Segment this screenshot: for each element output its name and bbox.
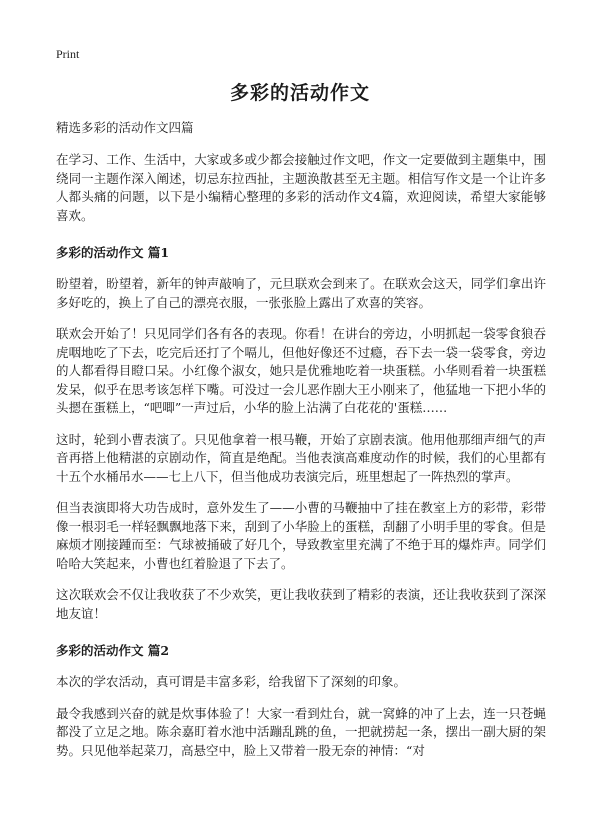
article-subtitle: 精选多彩的活动作文四篇 <box>56 120 194 135</box>
section-paragraph: 最令我感到兴奋的就是炊事体验了！大家一看到灶台，就一窝蜂的冲了上去，连一只苍蝇都没了立足之地。陈余嘉盯着水池中活蹦乱跳的鱼，一把就捞起一条，摆出一副大厨的架势。只见他举起菜刀，高悬空中，脸上又带着一股无奈的神情：“对 <box>56 705 546 758</box>
print-link[interactable]: Print <box>56 47 80 61</box>
section-paragraph: 本次的学农活动，真可谓是丰富多彩，给我留下了深刻的印象。 <box>56 674 407 689</box>
section-heading: 多彩的活动作文 篇1 <box>56 245 170 260</box>
section-paragraph: 但当表演即将大功告成时，意外发生了——小曹的马鞭抽中了挂在教室上方的彩带，彩带像一根羽毛一样轻飘飘地落下来，刮到了小华脸上的蛋糕，刮翻了小明手里的零食。但是麻烦才刚接踵而至：气球被捅破了好几个，导致教室里充满了不绝于耳的爆炸声。同学们哈哈大笑起来，小曹也红着脸退了下去了。 <box>56 500 546 571</box>
intro-paragraph: 在学习、工作、生活中，大家或多或少都会接触过作文吧，作文一定要做到主题集中，围绕同一主题作深入阐述，切忌东拉西扯，主题涣散甚至无主题。相信写作文是一个让许多人都头痛的问题，以下是小编精心整理的多彩的活动作文4篇，欢迎阅读，希望大家能够喜欢。 <box>56 152 546 223</box>
section-paragraph: 联欢会开始了！只见同学们各有各的表现。你看！在讲台的旁边，小明抓起一袋零食狼吞虎咽地吃了下去，吃完后还打了个嗝儿，但他好像还不过瘾，吞下去一袋一袋零食，旁边的人都看得目瞪口呆。小红像个淑女，她只是优雅地吃着一块蛋糕。小华则看着一块蛋糕发呆，似乎在思考该怎样下嘴。可没过一会儿恶作剧大王小刚来了，他猛地一下把小华的头摁在蛋糕上，“吧唧”一声过后，小华的脸上沾满了白花花的'蛋糕…… <box>56 326 546 415</box>
section-1 <box>56 243 546 623</box>
article-body <box>56 118 546 773</box>
section-paragraph: 这次联欢会不仅让我收获了不少欢笑，更让我收获到了精彩的表演，还让我收获到了深深地友谊！ <box>56 587 546 621</box>
section-heading: 多彩的活动作文 篇2 <box>56 643 170 658</box>
section-paragraph: 这时，轮到小曹表演了。只见他拿着一根马鞭，开始了京剧表演。他用他那细声细气的声音再搭上他精湛的京剧动作，简直是绝配。当他表演高难度动作的时候，我们的心里都有十五个水桶吊水——七上八下，但当他成功表演完后，班里想起了一阵热烈的掌声。 <box>56 431 546 484</box>
section-2 <box>56 641 546 760</box>
page-title: 多彩的活动作文 <box>229 82 370 104</box>
section-paragraph: 盼望着，盼望着，新年的钟声敲响了，元旦联欢会到来了。在联欢会这天，同学们拿出许多好吃的，换上了自己的漂亮衣服，一张张脸上露出了欢喜的笑容。 <box>56 276 546 310</box>
